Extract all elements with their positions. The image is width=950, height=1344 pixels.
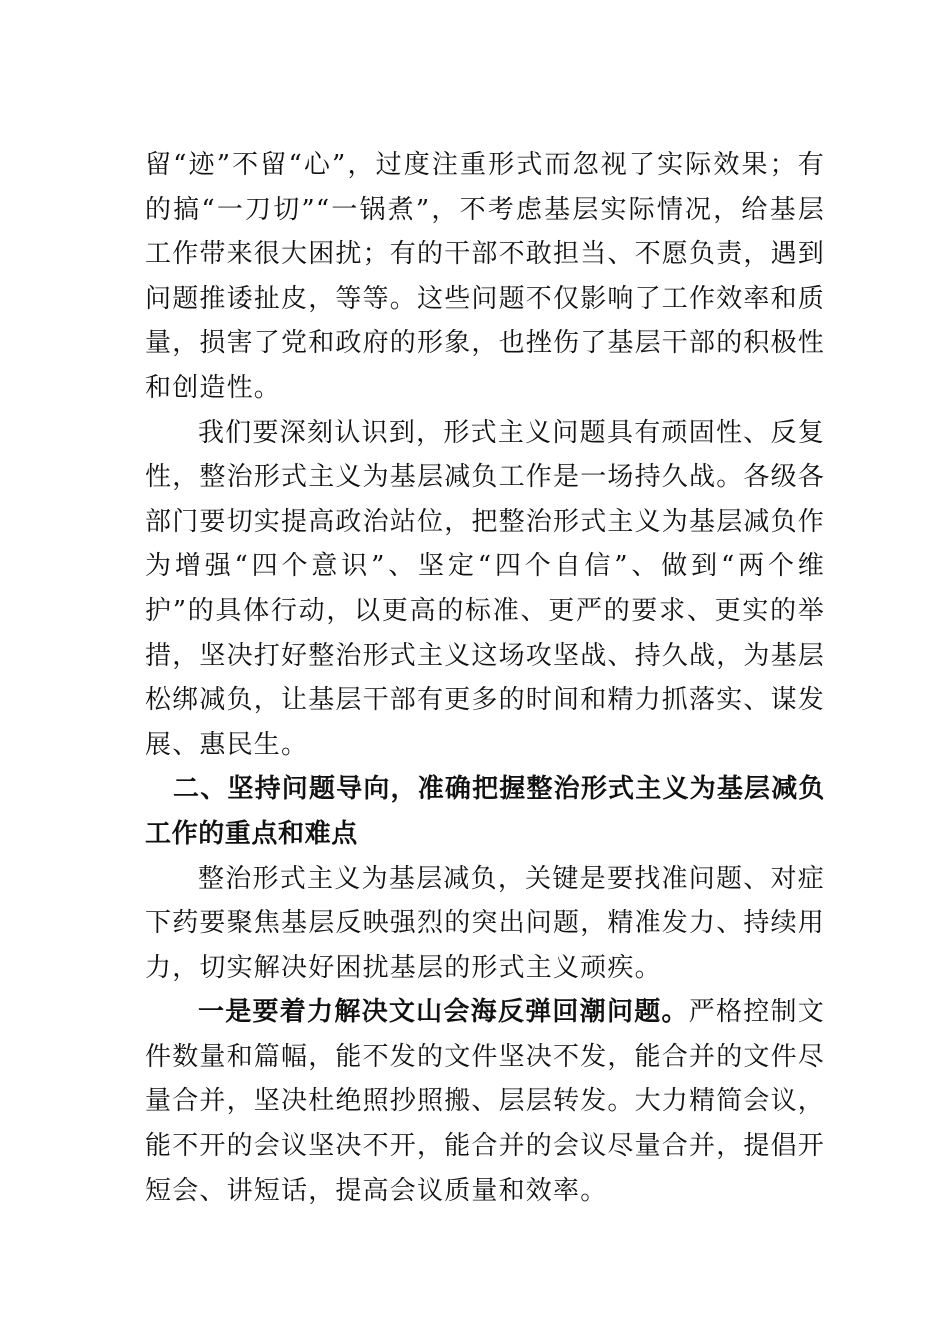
document-body <box>145 143 825 1213</box>
paragraph-body: 整治形式主义为基层减负，关键是要找准问题、对症下药要聚焦基层反映强烈的突出问题，精准发力、持续用力，切实解决好困扰基层的形式主义顽疾。 <box>145 863 826 983</box>
paragraph-continuation: 留“迹”不留“心”，过度注重形式而忽视了实际效果；有的搞“一刀切”“一锅煮”，不考虑基层实际情况，给基层工作带来很大困扰；有的干部不敢担当、不愿负责，遇到问题推诿扯皮，等等。这些问题不仅影响了工作效率和质量，损害了党和政府的形象，也挫伤了基层干部的积极性和创造性。 <box>145 150 826 403</box>
section-heading: 二、坚持问题导向，准确把握整治形式主义为基层减负工作的重点和难点 <box>145 774 825 849</box>
point-lead-sentence: 一是要着力解决文山会海反弹回潮问题。 <box>198 997 689 1028</box>
paragraph-body: 我们要深刻认识到，形式主义问题具有顽固性、反复性，整治形式主义为基层减负工作是一场持久战。各级各部门要切实提高政治站位，把整治形式主义为基层减负作为增强“四个意识”、坚定“四个自信”、做到“两个维护”的具体行动，以更高的标准、更严的要求、更实的举措，坚决打好整治形式主义这场攻坚战、持久战，为基层松绑减负，让基层干部有更多的时间和精力抓落实、谋发展、惠民生。 <box>145 417 826 760</box>
point-body-text: 严格控制文件数量和篇幅，能不发的文件坚决不发，能合并的文件尽量合并，坚决杜绝照抄照搬、层层转发。大力精简会议，能不开的会议坚决不开，能合并的会议尽量合并，提倡开短会、讲短话，提高会议质量和效率。 <box>145 997 826 1206</box>
paragraph-point-one <box>145 990 825 1213</box>
